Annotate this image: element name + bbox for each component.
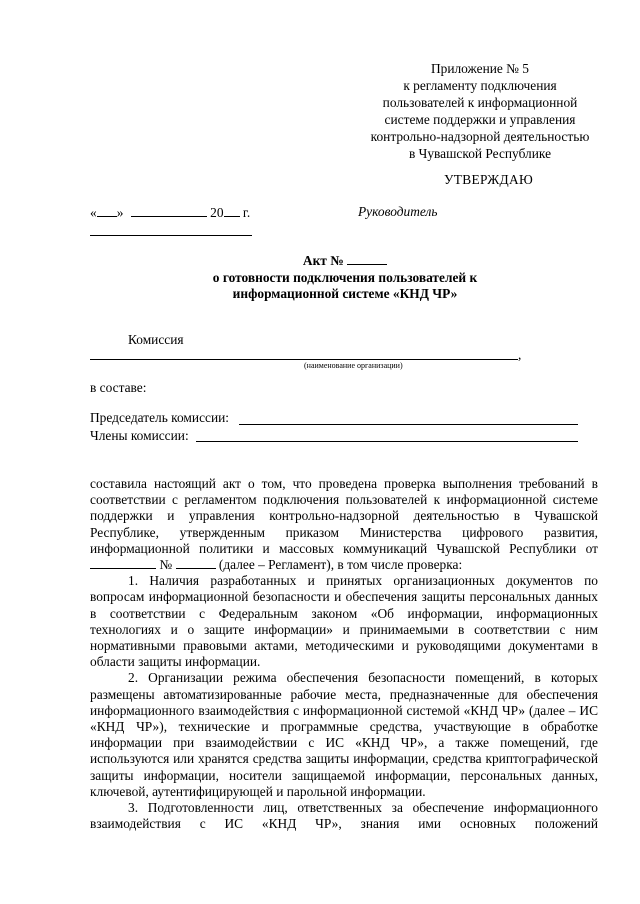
approval-role: Руководитель (358, 204, 438, 219)
chair-line (239, 424, 578, 425)
appendix-line: пользователей к информационной (382, 95, 578, 110)
order-number-label: № (159, 557, 173, 573)
appendix-line: контрольно-надзорной деятельностью (370, 129, 590, 144)
signature-line (90, 235, 252, 236)
month-blank (131, 204, 207, 217)
date-close-quote: » (116, 205, 124, 220)
appendix-line: Приложение № 5 (430, 61, 530, 76)
year-prefix: 20 (210, 205, 224, 220)
day-blank (97, 204, 117, 217)
check-item-1: 1. Наличия разработанных и принятых организационных документов по вопросам информационной безопасности и обеспечения защиты персональных данных в соответствии с Федеральным законом «Об информации, информационных технологиях и о защите информации» и принимаемыми в соответствии с ним нормативными правовыми актами, методическими и руководящими документами в области защиты информации. (90, 573, 598, 670)
order-date-blank (90, 557, 156, 569)
year-suffix: г. (242, 205, 251, 220)
act-number-label: Акт № (302, 253, 344, 268)
appendix-header (346, 60, 614, 162)
check-item-2: 2. Организации режима обеспечения безопасности помещений, в которых размещены автоматизированные рабочие места, предназначенные для обеспечения информационного взаимодействия с информационной системой «КНД ЧР» (далее – ИС «КНД ЧР»), технические и программные средства, участвующие в обработке информации при взаимодействии с ИС «КНД ЧР», а также помещений, где используются или хранятся средства защиты информации, средства криптографической защиты информации, носители защищаемой информации, персональных данных, ключевой, аутентифицирующей и парольной информации. (90, 670, 598, 799)
intro-paragraph (90, 476, 598, 573)
year-blank (224, 204, 240, 217)
appendix-line: системе поддержки и управления (384, 112, 576, 127)
act-title (90, 252, 600, 303)
organization-caption: (наименование организации) (304, 361, 403, 370)
intro-text-end: (далее – Регламент), в том числе проверка: (218, 557, 463, 573)
chair-label: Председатель комиссии: (90, 410, 230, 425)
act-title-line: о готовности подключения пользователей к (212, 269, 478, 285)
organization-name-line (90, 352, 518, 360)
check-item-3: 3. Подготовленности лиц, ответственных за обеспечение информационного взаимодействия с ИС «КНД ЧР», знания ими основных положений (90, 800, 598, 832)
act-body (90, 476, 598, 832)
members-line (196, 441, 578, 442)
members-label: Члены комиссии: (90, 428, 189, 443)
composition-label: в составе: (90, 380, 147, 395)
commission-label: Комиссия (128, 332, 184, 347)
organization-comma: , (518, 347, 522, 362)
act-title-line: информационной системе «КНД ЧР» (232, 286, 458, 301)
intro-text: составила настоящий акт о том, что проведена проверка выполнения требований в соответствии с регламентом подключения пользователей к информационной системе поддержки и управления контрольно-надзорной деятельностью в Чувашской Республике, утвержденным приказом Министерства цифрового развития, информационной политики и массовых коммуникаций Чувашской Республики от (90, 476, 598, 556)
act-number (90, 252, 600, 270)
approval-label: УТВЕРЖДАЮ (444, 172, 534, 187)
approval-date (90, 204, 250, 221)
act-number-blank (347, 252, 387, 265)
order-number-blank (176, 557, 216, 569)
date-open-quote: « (90, 205, 97, 220)
appendix-line: в Чувашской Республике (408, 146, 552, 161)
appendix-line: к регламенту подключения (403, 78, 557, 93)
